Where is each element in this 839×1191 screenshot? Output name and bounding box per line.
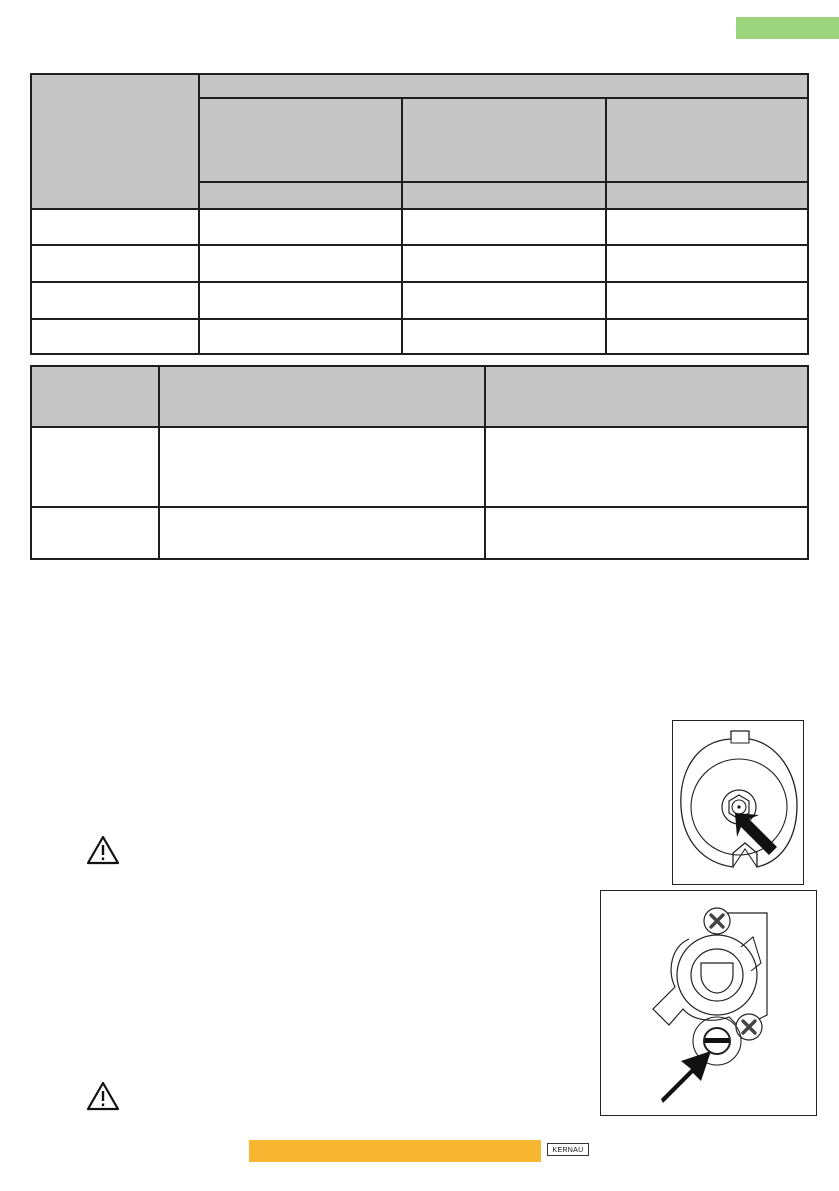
footer-bar [249, 1140, 541, 1162]
burner-nozzle-figure [672, 720, 804, 885]
brand-logo: KERNAU [547, 1143, 589, 1156]
warning-triangle-icon [86, 835, 120, 865]
screw-arrow-icon [601, 891, 816, 1115]
nozzle-arrow-icon [673, 721, 803, 884]
tap-bypass-screw-figure [600, 890, 817, 1116]
warning-triangle-icon [86, 1081, 120, 1111]
section-tab [736, 17, 839, 39]
